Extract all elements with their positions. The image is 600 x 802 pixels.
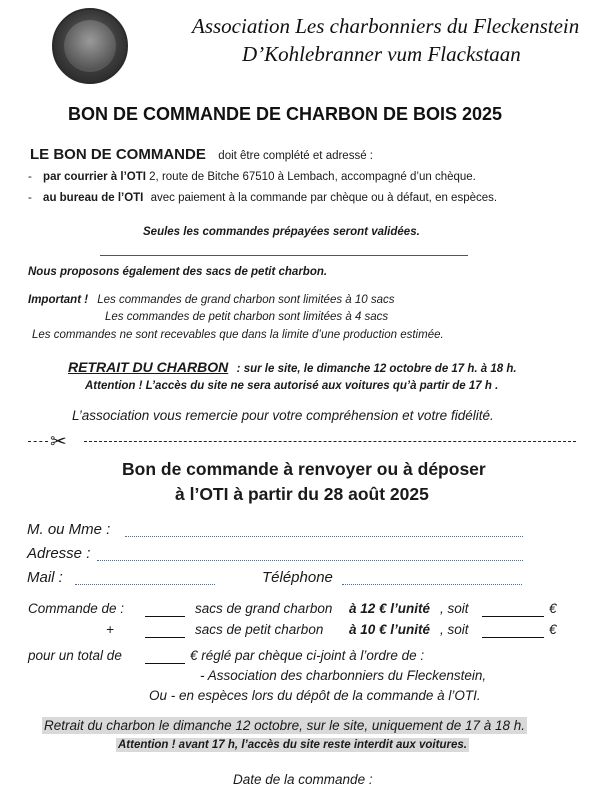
- large-price: à 12 € l’unité: [349, 601, 431, 616]
- intro-lead: LE BON DE COMMANDE: [30, 146, 206, 163]
- total-label: pour un total de: [28, 648, 122, 663]
- small-price: à 10 € l’unité: [349, 622, 431, 637]
- form-title-line2: à l’OTI à partir du 28 août 2025: [175, 484, 429, 504]
- small-bags-note: Nous proposons également des sacs de petit charbon.: [28, 266, 328, 278]
- total-rest: € réglé par chèque ci-joint à l’ordre de :: [190, 648, 425, 663]
- cut-line-left: [28, 441, 48, 442]
- payee-association: - Association des charbonniers du Fleckenstein,: [200, 668, 487, 683]
- soit-2: , soit: [440, 622, 469, 637]
- name-label: M. ou Mme :: [27, 521, 111, 538]
- important-line1: Important ! Les commandes de grand charbon sont limitées à 10 sacs: [28, 294, 395, 306]
- important-line3: Les commandes ne sont recevables que dans la limite d’une production estimée.: [32, 329, 444, 341]
- small-subtotal-field[interactable]: [482, 637, 544, 638]
- phone-field[interactable]: [342, 584, 522, 585]
- footer-retrait: Retrait du charbon le dimanche 12 octobre, sur le site, uniquement de 17 à 18 h.: [44, 718, 526, 733]
- retrait-attention: Attention ! L’accès du site ne sera autorisé aux voitures qu’à partir de 17 h .: [85, 380, 499, 392]
- footer-attention: Attention ! avant 17 h, l’accès du site reste interdit aux voitures.: [118, 739, 467, 751]
- retrait-line: RETRAIT DU CHARBON : sur le site, le dimanche 12 octobre de 17 h. à 18 h.: [68, 359, 517, 375]
- euro-2: €: [549, 622, 557, 637]
- plus-sign: +: [106, 622, 114, 637]
- org-name-alsatian: D’Kohlebranner vum Flackstaan: [242, 42, 521, 66]
- total-field[interactable]: [145, 663, 185, 664]
- euro-1: €: [549, 601, 557, 616]
- phone-label: Téléphone: [262, 569, 333, 586]
- payee-cash: Ou - en espèces lors du dépôt de la commande à l’OTI.: [149, 688, 481, 703]
- mail-field[interactable]: [75, 584, 215, 585]
- divider: [100, 255, 468, 256]
- thanks-note: L’association vous remercie pour votre compréhension et votre fidélité.: [72, 408, 494, 423]
- important-line2: Les commandes de petit charbon sont limitées à 4 sacs: [105, 311, 389, 323]
- prepaid-note: Seules les commandes prépayées seront validées.: [143, 226, 420, 238]
- retrait-label: RETRAIT DU CHARBON: [68, 359, 229, 375]
- address-label: Adresse :: [27, 545, 91, 562]
- large-text: sacs de grand charbon: [195, 601, 333, 616]
- small-qty-field[interactable]: [145, 637, 185, 638]
- name-field[interactable]: [125, 536, 523, 537]
- intro-lead-line: [30, 146, 373, 164]
- address-field[interactable]: [97, 560, 523, 561]
- cut-line: [84, 441, 576, 442]
- order-label: Commande de :: [28, 601, 125, 616]
- page-title: BON DE COMMANDE DE CHARBON DE BOIS 2025: [68, 104, 503, 124]
- org-name: Association Les charbonniers du Fleckenstein: [192, 14, 580, 38]
- order-date-label: Date de la commande :: [233, 772, 373, 787]
- large-qty-field[interactable]: [145, 616, 185, 617]
- intro-item-office: - au bureau de l’OTI avec paiement à la commande par chèque ou à défaut, en espèces.: [28, 192, 498, 204]
- large-subtotal-field[interactable]: [482, 616, 544, 617]
- mail-label: Mail :: [27, 569, 63, 586]
- form-title-line1: Bon de commande à renvoyer ou à déposer: [122, 459, 486, 479]
- intro-lead-rest: doit être complété et adressé :: [218, 150, 373, 162]
- intro-item-mail: - par courrier à l’OTI 2, route de Bitche 67510 à Lembach, accompagné d’un chèque.: [28, 171, 476, 183]
- charcoal-kiln-image: [64, 20, 116, 72]
- association-logo: [52, 8, 128, 84]
- soit-1: , soit: [440, 601, 469, 616]
- small-text: sacs de petit charbon: [195, 622, 324, 637]
- scissors-icon: ✂: [50, 431, 67, 453]
